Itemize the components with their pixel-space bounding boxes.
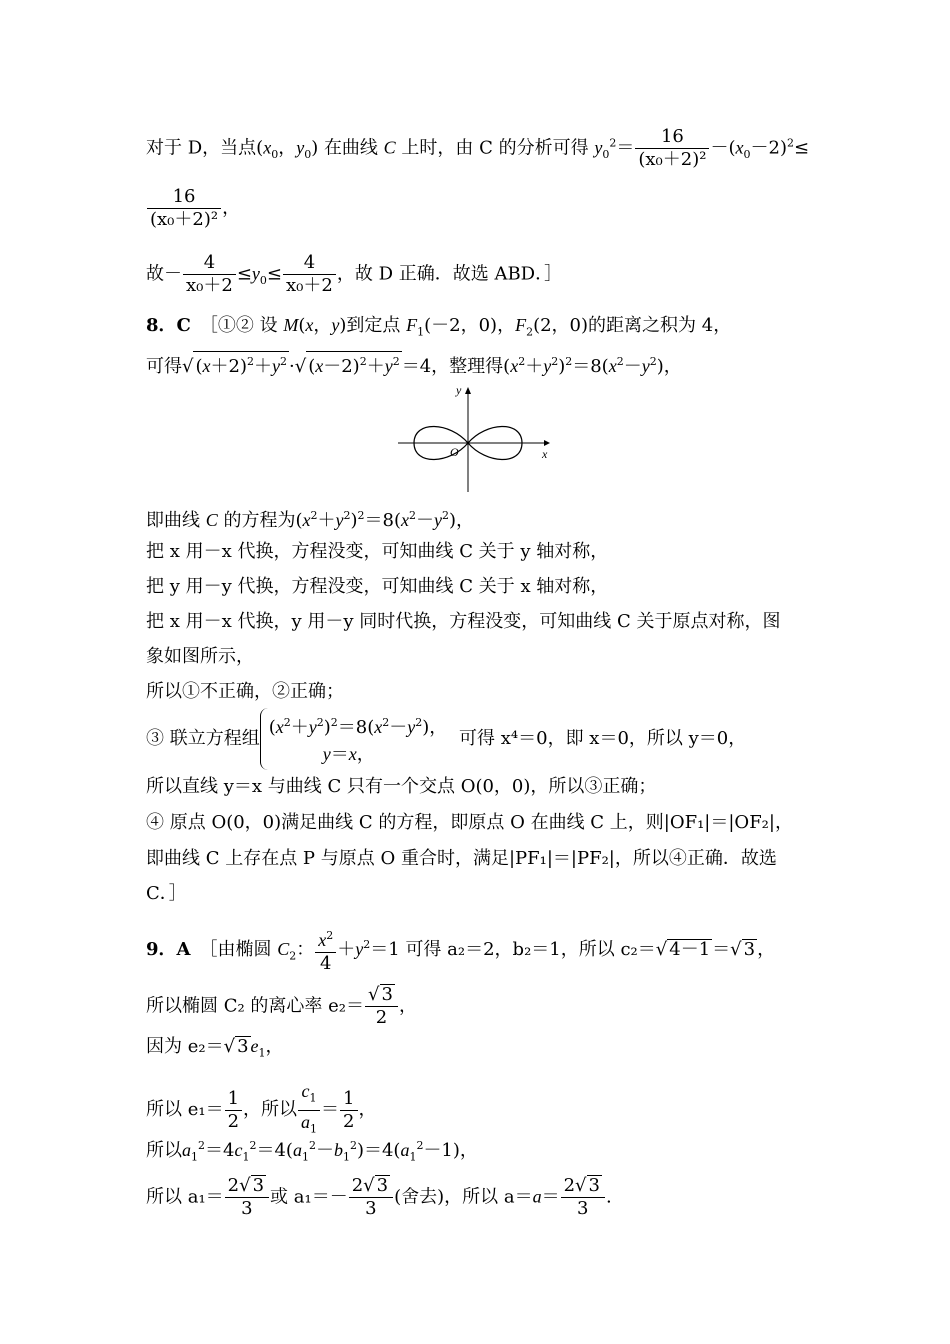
fraction: $\frac{x^2}{4}$ (315, 925, 336, 975)
lemniscate-graph (394, 382, 554, 494)
intersection-line: 所以直线 y＝x 与曲线 C 只有一个交点 O(0，0)，所以③正确； (146, 776, 657, 797)
fraction: $\frac{2√ 3}{3}$ (349, 1175, 393, 1220)
question-8-heading: 8．C ［①② 设 M(x，y)到定点 $F_1(-2$，0)，$F_2(2$，0)的距离之积为 4， (146, 315, 732, 339)
fraction: $\frac{√ 3}{2}$ (365, 984, 398, 1029)
line-d-analysis: 对于 D，当点($x_0$，$y_0$) 在曲线 C 上时，由 C 的分析可得 $y_0^2=$ $\frac{16}{\text{(x₀＋2)²}}$ $-(x_0-2)^2\le$ (146, 126, 810, 170)
fraction: $\frac{16}{\text{(x₀＋2)²}}$ (147, 186, 221, 231)
fraction: $\frac{1}{2}$ (340, 1088, 357, 1133)
fraction: $\frac{4}{\text{x₀＋2}}$ (283, 252, 336, 297)
x-axis-label: x (542, 447, 548, 461)
final-answer-line: 所以 a₁＝ $\frac{2√ 3}{3}$ 或 a₁＝－ $\frac{2√ 3}{3}$ (舍去)，所以 a＝a＝ $\frac{2√ 3}{3}$ . (146, 1175, 612, 1219)
equation-system: $(x^2+y^2)^2=8(x^2-y^2)$， y＝x， (260, 708, 454, 770)
fraction: $\frac{16}{\text{(x₀＋2)²}}$ (635, 126, 709, 171)
point-p-line: 即曲线 C 上存在点 P 与原点 O 重合时，满足|PF₁|＝|PF₂|，所以④正确．故选 (146, 848, 777, 869)
system-equations-line: ③ 联立方程组 $(x^2+y^2)^2=8(x^2-y^2)$， y＝x， 可得 x⁴＝0，即 x＝0，所以 y＝0， (146, 708, 746, 770)
fraction: $\frac{1}{2}$ (225, 1088, 242, 1133)
line-fraction-bound: $\frac{16}{\text{(x₀＋2)²}}$ ， (146, 186, 240, 231)
fraction: $\frac{2√ 3}{3}$ (225, 1175, 269, 1220)
symmetry-line-1: 把 x 用－x 代换，方程没变，可知曲线 C 关于 y 轴对称， (146, 541, 609, 562)
answer-line-8: C．］ (146, 883, 187, 904)
a1-squared-line: 所以$a_1^2=4c_1^2=4(a_1^2-b_1^2)=4(a_1^2-1)$， (146, 1139, 478, 1164)
y-axis-arrow (465, 387, 471, 394)
x-axis-arrow (544, 440, 550, 446)
question-8-equation: 可得√ $(x+2)^2+y^2$ ·√ $(x-2)^2+y^2 =4$，整理得$(x^2+y^2)^2=8(x^2-y^2)$， (146, 350, 682, 379)
curve-equation-line: 即曲线 C 的方程为$(x^2+y^2)^2=8(x^2-y^2)$， (146, 509, 475, 531)
origin-label: O (450, 445, 459, 459)
figure-reference-line: 象如图所示， (146, 646, 254, 667)
relation-line: 因为 e₂＝√ 3 $e_1$， (146, 1036, 284, 1060)
fraction: $\frac{4}{\text{x₀＋2}}$ (183, 252, 236, 297)
symmetry-line-2: 把 y 用－y 代换，方程没变，可知曲线 C 关于 x 轴对称， (146, 576, 609, 597)
origin-line: ④ 原点 O(0，0)满足曲线 C 的方程，即原点 O 在曲线 C 上，则|OF₁|＝|OF₂|， (146, 812, 793, 833)
y-axis-label: y (456, 383, 462, 397)
line-conclusion-d: 故－ $\frac{4}{\text{x₀＋2}}$ $\le y_0\le$ $\frac{4}{\text{x₀＋2}}$ ，故 D 正确．故选 ABD．］ (146, 252, 563, 296)
fraction: $\frac{c_1}{a_1}$ (298, 1080, 320, 1140)
symmetry-line-3: 把 x 用－x 代换，y 用－y 同时代换，方程没变，可知曲线 C 关于原点对称，图 (146, 611, 781, 632)
question-9-heading: 9．A ［由椭圆 $C_2$： $\frac{x^2}{4}$ $+y^2=1$ 可得 a₂＝2，b₂＝1，所以 c₂＝√ 4－1 ＝√ 3 ， (146, 925, 775, 975)
eccentricity-line: 所以椭圆 C₂ 的离心率 e₂＝ $\frac{√ 3}{2}$ ， (146, 984, 417, 1028)
e1-line: 所以 e₁＝ $\frac{1}{2}$ ，所以 $\frac{c_1}{a_1}$ ＝ $\frac{1}{2}$ ， (146, 1080, 377, 1140)
conclusion-line-1: 所以①不正确，②正确； (146, 681, 344, 702)
fraction: $\frac{2√ 3}{3}$ (561, 1175, 605, 1220)
